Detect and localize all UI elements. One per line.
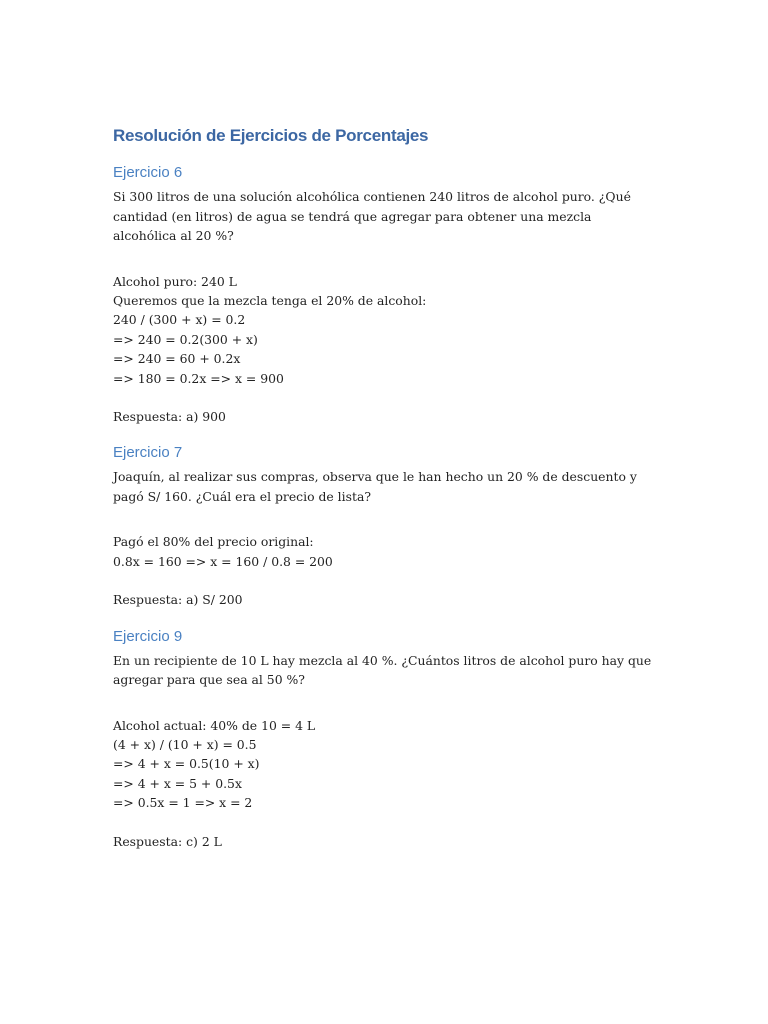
exercise-heading: Ejercicio 7	[113, 444, 183, 462]
exercise-answer: Respuesta: c) 2 L	[113, 833, 222, 849]
exercise-answer: Respuesta: a) S/ 200	[113, 592, 243, 608]
solution-steps	[113, 272, 653, 388]
solution-step: (4 + x) / (10 + x) = 0.5	[113, 736, 257, 752]
solution-step: => 180 = 0.2x => x = 900	[113, 370, 284, 386]
solution-step: => 240 = 0.2(300 + x)	[113, 331, 258, 347]
document-title: Resolución de Ejercicios de Porcentajes	[113, 126, 429, 145]
solution-step: => 240 = 60 + 0.2x	[113, 351, 241, 367]
exercise-answer: Respuesta: a) 900	[113, 408, 226, 424]
exercise-6	[113, 163, 653, 426]
solution-step: Pagó el 80% del precio original:	[113, 534, 314, 550]
exercise-question: En un recipiente de 10 L hay mezcla al 40 %. ¿Cuántos litros de alcohol puro hay que agregar para que sea al 50 %?	[113, 652, 652, 688]
exercise-heading: Ejercicio 9	[113, 627, 183, 645]
document-body	[113, 124, 653, 868]
exercise-7	[113, 443, 653, 609]
solution-steps	[113, 532, 653, 571]
solution-step: 240 / (300 + x) = 0.2	[113, 312, 246, 328]
solution-step: => 4 + x = 0.5(10 + x)	[113, 756, 260, 772]
solution-step: Alcohol actual: 40% de 10 = 4 L	[113, 717, 316, 733]
exercise-question: Si 300 litros de una solución alcohólica contienen 240 litros de alcohol puro. ¿Qué cantidad (en litros) de agua se tendrá que agregar para obtener una mezcla alcohólica al 20 %?	[113, 189, 631, 243]
exercise-9	[113, 627, 653, 851]
solution-step: 0.8x = 160 => x = 160 / 0.8 = 200	[113, 553, 333, 569]
exercise-question: Joaquín, al realizar sus compras, observa que le han hecho un 20 % de descuento y pagó S/ 160. ¿Cuál era el precio de lista?	[113, 469, 637, 504]
solution-step: => 0.5x = 1 => x = 2	[113, 795, 253, 811]
solution-steps	[113, 716, 653, 813]
solution-step: => 4 + x = 5 + 0.5x	[113, 775, 242, 791]
solution-step: Alcohol puro: 240 L	[113, 273, 237, 289]
solution-step: Queremos que la mezcla tenga el 20% de alcohol:	[113, 292, 427, 308]
exercise-heading: Ejercicio 6	[113, 164, 183, 181]
